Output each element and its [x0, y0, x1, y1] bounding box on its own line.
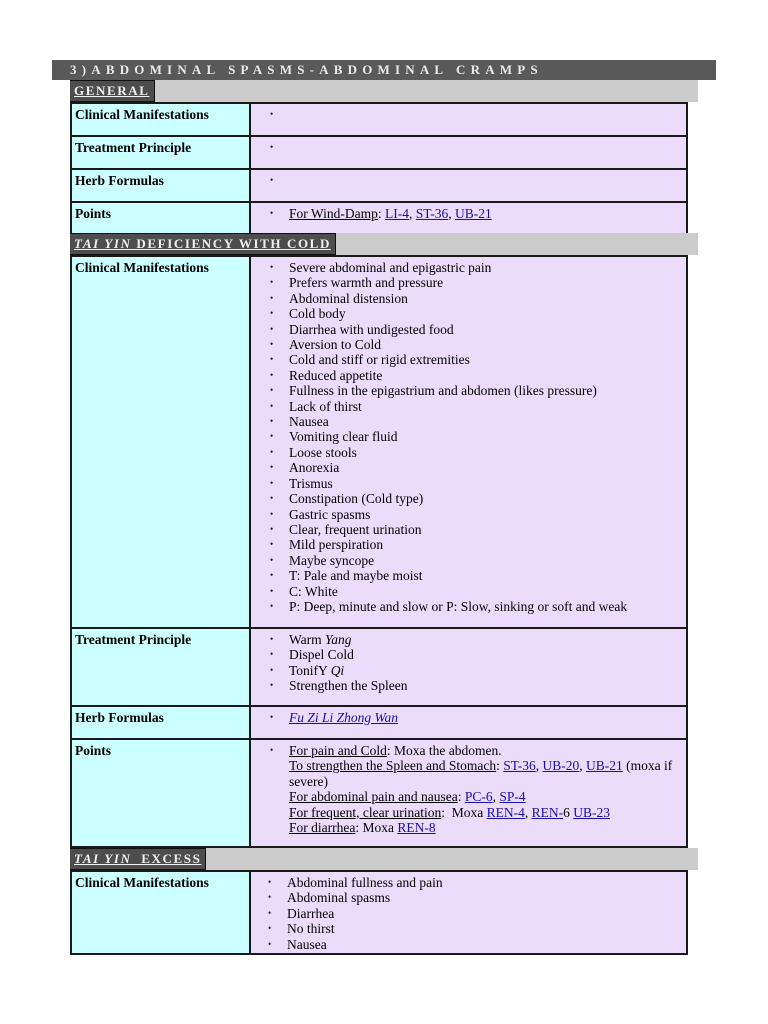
point-link[interactable]: PC-6	[464, 789, 493, 805]
section-label	[70, 233, 336, 255]
points-condition: For diarrhea	[289, 820, 356, 836]
excess-table	[70, 870, 688, 955]
treatment-text: TonifY	[289, 662, 331, 678]
section-header-excess	[70, 848, 698, 870]
clinical-item: • Diarrhea with undigested food	[289, 322, 682, 337]
clinical-item: • Prefers warmth and pressure	[289, 275, 682, 290]
points-condition: For pain and Cold	[289, 743, 387, 758]
treatment-item: • Dispel Cold	[289, 647, 682, 662]
row-value	[250, 136, 687, 169]
clinical-list	[269, 260, 682, 614]
clinical-item: • T: Pale and maybe moist	[289, 568, 682, 583]
clinical-item: • Gastric spasms	[289, 507, 682, 522]
section-label	[70, 848, 206, 870]
clinical-item: • Severe abdominal and epigastric pain	[289, 260, 682, 275]
clinical-item: • Anorexia	[289, 460, 682, 475]
general-table	[70, 102, 688, 236]
treatment-item	[289, 632, 682, 647]
clinical-item: • Diarrhea	[287, 906, 682, 921]
clinical-item: • Abdominal fullness and pain	[287, 875, 682, 890]
row-value	[250, 706, 687, 739]
section-label-italic: TAI YIN	[74, 851, 132, 866]
points-condition: For abdominal pain and nausea	[289, 789, 458, 805]
point-link[interactable]: REN-	[531, 804, 564, 820]
treatment-term: Qi	[330, 662, 345, 678]
row-label: Points	[71, 739, 250, 847]
section-header-general	[70, 80, 698, 102]
section-header-deficiency	[70, 233, 698, 255]
point-link[interactable]: LI-4	[384, 206, 409, 221]
points-condition: To strengthen the Spleen and Stomach	[289, 758, 497, 774]
points-condition: For frequent, clear urination	[289, 804, 442, 820]
row-label: Clinical Manifestations	[71, 871, 250, 954]
section-label-rest: DEFICIENCY WITH COLD	[131, 236, 331, 251]
clinical-item: • Vomiting clear fluid	[289, 429, 682, 444]
row-value	[250, 628, 687, 706]
separator: :	[377, 206, 385, 221]
clinical-item: • Loose stools	[289, 445, 682, 460]
clinical-item: • Lack of thirst	[289, 399, 682, 414]
row-label: Clinical Manifestations	[71, 103, 250, 136]
treatment-item	[289, 663, 682, 678]
clinical-item: • C: White	[289, 584, 682, 599]
clinical-item: • Nausea	[287, 937, 682, 952]
point-link[interactable]: REN-8	[397, 820, 436, 836]
clinical-item: • Clear, frequent urination	[289, 522, 682, 537]
points-text: : Moxa	[355, 820, 398, 836]
point-link[interactable]: ST-36	[415, 206, 449, 221]
row-value	[250, 169, 687, 202]
points-text: 6	[563, 804, 570, 820]
row-label: Herb Formulas	[71, 706, 250, 739]
section-label: GENERAL	[70, 80, 155, 102]
row-label: Points	[71, 202, 250, 235]
clinical-item: • Cold body	[289, 306, 682, 321]
clinical-item: • Mild perspiration	[289, 537, 682, 552]
clinical-item: • Constipation (Cold type)	[289, 491, 682, 506]
points-text: : Moxa	[441, 804, 487, 820]
point-link[interactable]: UB-20	[542, 758, 580, 774]
clinical-item: • Fullness in the epigastrium and abdomen (likes pressure)	[289, 383, 682, 398]
treatment-item: • Strengthen the Spleen	[289, 678, 682, 693]
row-label: Herb Formulas	[71, 169, 250, 202]
page-title: 3)ABDOMINAL SPASMS-ABDOMINAL CRAMPS	[52, 60, 716, 80]
point-link[interactable]: SP-4	[499, 789, 526, 805]
deficiency-table	[70, 255, 688, 848]
row-value	[250, 871, 687, 954]
clinical-item: • Abdominal distension	[289, 291, 682, 306]
point-link[interactable]: ST-36	[503, 758, 536, 774]
clinical-item: • Maybe syncope	[289, 553, 682, 568]
herb-formula-name: Fu Zi Li Zhong Wan	[289, 710, 399, 725]
section-label-rest: EXCESS	[131, 851, 202, 866]
points-condition: For Wind-Damp	[289, 206, 378, 221]
herb-formula-link[interactable]	[289, 710, 398, 725]
clinical-list	[267, 875, 682, 952]
treatment-term: Yang	[325, 632, 352, 647]
herb-item	[289, 710, 682, 725]
row-value	[250, 103, 687, 136]
point-link[interactable]: UB-21	[454, 206, 492, 221]
points-text: : Moxa the abdomen.	[386, 743, 502, 758]
clinical-item: • Abdominal spasms	[287, 890, 682, 905]
row-label: Treatment Principle	[71, 136, 250, 169]
row-value	[250, 202, 687, 235]
point-link[interactable]: UB-21	[586, 758, 623, 774]
clinical-item: • No thirst	[287, 921, 682, 936]
points-item: • For pain and Cold: Moxa the abdomen. To strengthen the Spleen and Stomach: ST-36, UB-20, UB-21 (moxa if severe) For abdominal pain and nausea: PC-6, SP-4 For frequent, clear urination: Moxa REN-4, REN-6 UB-23 For diarrhea: Moxa REN-8	[289, 743, 682, 835]
clinical-item: • Aversion to Cold	[289, 337, 682, 352]
row-value	[250, 256, 687, 628]
treatment-text: Warm	[289, 632, 326, 647]
points-text: (moxa if severe)	[289, 758, 673, 789]
point-link[interactable]: REN-4	[486, 804, 525, 820]
point-link[interactable]: UB-23	[573, 804, 610, 820]
row-label: Treatment Principle	[71, 628, 250, 706]
clinical-item: • Reduced appetite	[289, 368, 682, 383]
clinical-item: • P: Deep, minute and slow or P: Slow, sinking or soft and weak	[289, 599, 682, 614]
clinical-item: • Nausea	[289, 414, 682, 429]
row-value	[250, 739, 687, 847]
clinical-item: • Cold and stiff or rigid extremities	[289, 352, 682, 367]
section-label-italic: TAI YIN	[74, 236, 132, 251]
points-item: • For Wind-Damp: LI-4, ST-36, UB-21	[289, 206, 682, 221]
row-label: Clinical Manifestations	[71, 256, 250, 628]
clinical-item: • Trismus	[289, 476, 682, 491]
